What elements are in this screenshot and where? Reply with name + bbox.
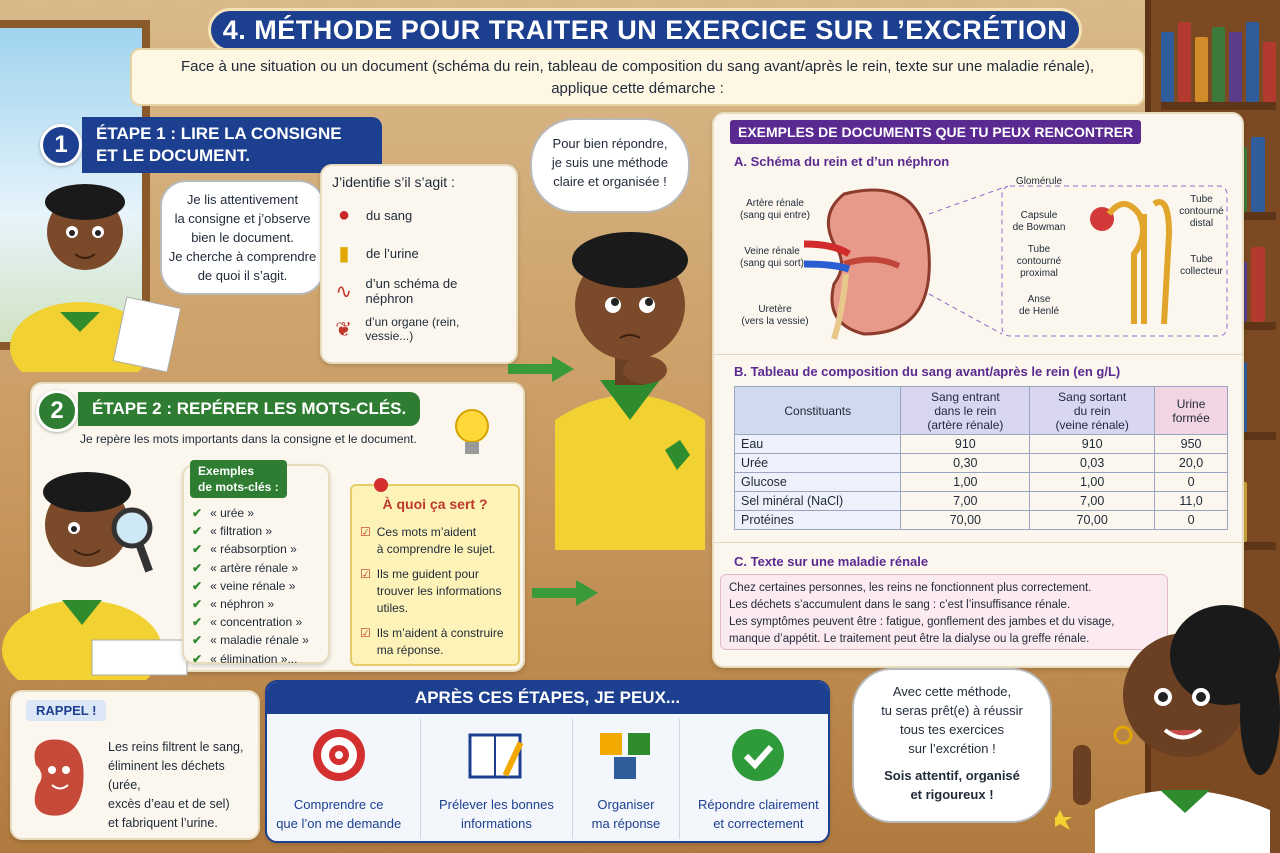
step-1-title: ÉTAPE 1 : LIRE LA CONSIGNE ET LE DOCUMENT. xyxy=(82,117,382,173)
intro-box xyxy=(130,48,1145,106)
girl-pointing-illustration xyxy=(1055,585,1280,853)
urine-cup-icon: ▮ xyxy=(338,242,350,265)
identify-item-blood: ● du sang xyxy=(332,196,506,234)
table-header: Sang entrant dans le rein (artère rénale) xyxy=(901,387,1030,435)
keyword-item: ✔ « néphron » xyxy=(192,597,275,612)
thought-bubble: Pour bien répondre, je suis une méthode claire et organisée ! xyxy=(530,118,690,213)
keywords-list xyxy=(192,504,320,668)
intro-line-1: Face à une situation ou un document (schéma du rein, tableau de composition du sang avant/après le rein, texte sur une maladie rénale), xyxy=(180,58,1095,75)
identify-box xyxy=(320,164,518,364)
page-title: 4. MÉTHODE POUR TRAITER UN EXERCICE SUR L’EXCRÉTION xyxy=(222,14,1068,45)
boy-magnifier-illustration xyxy=(2,450,192,680)
arrow-right-icon xyxy=(532,578,598,608)
boy-thinking-illustration xyxy=(545,220,715,550)
target-icon xyxy=(309,725,369,785)
lightbulb-icon xyxy=(447,402,497,462)
table-header: Constituants xyxy=(735,387,901,435)
label-renal-vein: Veine rénale (sang qui sort) xyxy=(740,246,804,269)
purpose-item: ☑ Ils me guident pour trouver les informations utiles. xyxy=(360,567,502,615)
identify-title: J’identifie s’il s’agit : xyxy=(332,174,455,190)
step-2-panel xyxy=(30,382,525,672)
keyword-item: ✔ « filtration » xyxy=(192,524,273,539)
step-1-panel xyxy=(30,112,525,370)
checkbox-icon: ☑ xyxy=(360,525,371,539)
rappel-title: RAPPEL ! xyxy=(26,700,106,721)
step-1-speech-bubble: Je lis attentivement la consigne et j’observe bien le document. Je cherche à comprendre de quoi il s’agit. xyxy=(160,180,325,295)
purpose-note xyxy=(350,484,520,666)
arrow-right-icon xyxy=(508,354,574,384)
checkmark-icon xyxy=(728,725,788,785)
table-row: Glucose 1,00 1,00 0 xyxy=(735,473,1228,492)
keyword-item: ✔ « élimination »... xyxy=(192,651,298,666)
girl-speech-bubble: Avec cette méthode, tu seras prêt(e) à réussir tous tes exercices sur l’excrétion ! Sois attentif, organisé et rigoureux ! xyxy=(852,668,1052,823)
label-distal-tube: Tube contourné distal xyxy=(1179,194,1224,229)
notebook-icon xyxy=(466,725,526,785)
examples-header: EXEMPLES DE DOCUMENTS QUE TU PEUX RENCONTRER xyxy=(730,120,1141,144)
keyword-item: ✔ « artère rénale » xyxy=(192,560,299,575)
checkbox-icon: ☑ xyxy=(360,567,371,581)
page-title-banner xyxy=(208,8,1082,52)
puzzle-icon xyxy=(596,725,656,785)
label-ureter: Uretère (vers la vessie) xyxy=(741,304,809,327)
after-item-extract: Prélever les bonnes informations xyxy=(439,725,554,833)
keyword-item: ✔ « concentration » xyxy=(192,615,303,630)
purpose-item: ☑ Ils m’aident à construire ma réponse. xyxy=(360,626,504,657)
keyword-item: ✔ « maladie rénale » xyxy=(192,633,309,648)
keyword-item: ✔ « urée » xyxy=(192,506,255,520)
checkbox-icon: ☑ xyxy=(360,626,371,640)
check-icon: ✔ xyxy=(192,524,203,539)
purpose-note-title: À quoi ça sert ? xyxy=(382,496,488,512)
table-row: Protéines 70,00 70,00 0 xyxy=(735,511,1228,530)
rappel-text: Les reins filtrent le sang, éliminent les déchets (urée, excès d’eau et de sel) et fabriquent l’urine. xyxy=(108,740,244,830)
nephron-icon: ∿ xyxy=(335,280,353,303)
keywords-box xyxy=(182,464,330,664)
after-steps-panel xyxy=(265,680,830,843)
step-1-number: 1 xyxy=(40,124,82,166)
check-icon: ✔ xyxy=(192,560,203,575)
after-item-answer: Répondre clairement et correctement xyxy=(698,725,819,833)
check-icon: ✔ xyxy=(192,633,203,648)
check-icon: ✔ xyxy=(192,651,203,666)
after-item-understand: Comprendre ce que l’on me demande xyxy=(276,725,401,833)
keyword-item: ✔ « réabsorption » xyxy=(192,542,297,557)
label-bowman-capsule: Capsule de Bowman xyxy=(1012,210,1066,233)
check-icon: ✔ xyxy=(192,506,203,520)
after-steps-items xyxy=(267,720,828,838)
table-header-row xyxy=(735,387,1228,435)
table-row: Sel minéral (NaCl) 7,00 7,00 11,0 xyxy=(735,492,1228,511)
table-header: Sang sortant du rein (veine rénale) xyxy=(1030,387,1155,435)
blood-composition-table xyxy=(734,386,1228,530)
blood-drop-icon: ● xyxy=(337,203,351,226)
label-glomerule: Glomérule xyxy=(1015,176,1063,187)
section-a-title: A. Schéma du rein et d’un néphron xyxy=(734,154,950,169)
intro-line-2: applique cette démarche : xyxy=(551,80,724,97)
label-henle-loop: Anse de Henlé xyxy=(1018,294,1060,317)
identify-item-nephron: ∿ d’un schéma de néphron xyxy=(332,272,506,310)
boy-reading-illustration xyxy=(10,172,180,372)
table-header: Urine formée xyxy=(1155,387,1228,435)
label-collecting-tube: Tube collecteur xyxy=(1180,254,1223,277)
kidney-icon: ❦ xyxy=(335,318,352,341)
label-proximal-tube: Tube contourné proximal xyxy=(1016,244,1062,279)
after-item-organize: Organiser ma réponse xyxy=(592,725,661,833)
label-renal-artery: Artère rénale (sang qui entre) xyxy=(739,198,811,221)
check-icon: ✔ xyxy=(192,615,203,630)
rappel-box xyxy=(10,690,260,840)
step-2-subtitle: Je repère les mots importants dans la consigne et le document. xyxy=(80,432,417,446)
identify-item-urine: ▮ de l’urine xyxy=(332,234,506,272)
section-c-title: C. Texte sur une maladie rénale xyxy=(734,554,929,569)
purpose-item: ☑ Ces mots m’aident à comprendre le sujet. xyxy=(360,525,496,556)
step-2-number: 2 xyxy=(36,390,78,432)
pin-icon xyxy=(374,478,388,492)
after-steps-title: APRÈS CES ÉTAPES, JE PEUX... xyxy=(267,682,828,714)
table-row: Eau 910 910 950 xyxy=(735,435,1228,454)
keyword-item: ✔ « veine rénale » xyxy=(192,578,296,593)
kidney-nephron-diagram xyxy=(724,174,1234,346)
check-icon: ✔ xyxy=(192,597,203,612)
keywords-title: Exemples de mots-clés : xyxy=(190,460,287,498)
table-row: Urée 0,30 0,03 20,0 xyxy=(735,454,1228,473)
kidney-mascot-icon xyxy=(18,730,98,830)
kidney-disease-text: Chez certaines personnes, les reins ne fonctionnent plus correctement. Les déchets s’accumulent dans le sang : c’est l’insuffisance rénale. Les symptômes peuvent être : fatigue, gonflement des jambes et du visage, manque d’appétit. Le traitement peut être la dialyse ou la greffe rénale. xyxy=(720,574,1168,650)
check-icon: ✔ xyxy=(192,578,203,593)
check-icon: ✔ xyxy=(192,542,203,557)
section-b-title: B. Tableau de composition du sang avant/après le rein (en g/L) xyxy=(734,364,1121,379)
identify-item-organ: ❦ d’un organe (rein, vessie...) xyxy=(332,310,506,348)
step-2-title: ÉTAPE 2 : REPÉRER LES MOTS-CLÉS. xyxy=(78,392,420,426)
